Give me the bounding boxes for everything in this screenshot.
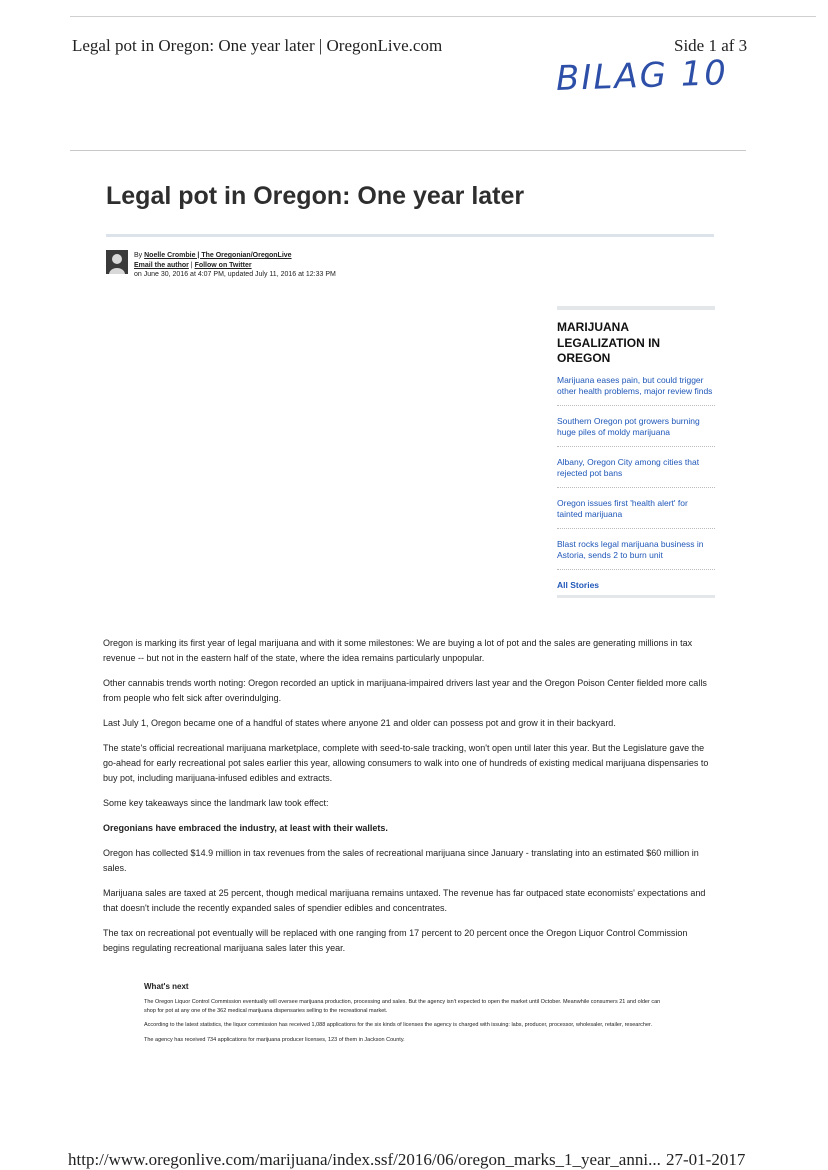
all-stories-link[interactable]: All Stories xyxy=(557,580,715,598)
author-avatar xyxy=(106,250,128,274)
scan-edge-line xyxy=(70,16,816,17)
body-paragraph: Oregon is marking its first year of legal marijuana and with it some milestones: We are buying a lot of pot and the sales are generating millions in tax revenue -- but not in the eastern half of the state, where the idea remains particularly unpopular. xyxy=(103,638,693,663)
whats-next-heading: What's next xyxy=(144,982,189,991)
body-paragraph: Oregon has collected $14.9 million in tax revenues from the sales of recreational marijuana since January - translating into an estimated $60 million in sales. xyxy=(103,848,699,873)
related-stories-sidebar xyxy=(557,306,715,598)
whats-next-box xyxy=(144,982,664,1050)
byline-prefix: By xyxy=(134,252,145,259)
print-header-title: Legal pot in Oregon: One year later | OregonLive.com xyxy=(72,36,443,55)
byline xyxy=(134,251,336,280)
dateline: on June 30, 2016 at 4:07 PM, updated July 11, 2016 at 12:33 PM xyxy=(134,271,336,278)
article-body xyxy=(103,636,713,966)
print-footer-url: http://www.oregonlive.com/marijuana/index.ssf/2016/06/oregon_marks_1_year_anni... xyxy=(68,1150,661,1169)
header-divider xyxy=(70,150,746,151)
body-paragraph: The tax on recreational pot eventually will be replaced with one ranging from 17 percent to 20 percent once the Oregon Liquor Control Commission begins regulating recreational marijuana sales later this year. xyxy=(103,928,688,953)
body-paragraph: The state's official recreational marijuana marketplace, complete with seed-to-sale tracking, won't open until later this year. But the Legislature gave the go-ahead for early recreational pot sales earlier this year, allowing consumers to walk into one of hundreds of existing medical marijuana dispensaries to buy pot, including marijuana-infused edibles and extracts. xyxy=(103,743,709,783)
print-footer-date: 27-01-2017 xyxy=(666,1150,746,1169)
body-paragraph: Marijuana sales are taxed at 25 percent, though medical marijuana remains untaxed. The revenue has far outpaced state economists' expectations and that doesn't include the recently expanded sales of spendier edibles and concentrates. xyxy=(103,888,706,913)
body-paragraph: Last July 1, Oregon became one of a handful of states where anyone 21 and older can possess pot and grow it in their backyard. xyxy=(103,718,616,728)
sidebar-story-link[interactable]: Marijuana eases pain, but could trigger other health problems, major review finds xyxy=(557,375,715,406)
sidebar-story-link[interactable]: Southern Oregon pot growers burning huge piles of moldy marijuana xyxy=(557,416,715,447)
sidebar-heading: MARIJUANA LEGALIZATION IN OREGON xyxy=(557,320,661,365)
whats-next-paragraph: The Oregon Liquor Control Commission eventually will oversee marijuana production, processing and sales. But the agency isn't expected to open the market until October. Meanwhile consumers 21 and older can shop for pot at any one of the 362 medical marijuana dispensaries selling to the recreational market. xyxy=(144,999,661,1014)
body-paragraph: Other cannabis trends worth noting: Oregon recorded an uptick in marijuana-impaired drivers last year and the Oregon Poison Center fielded more calls from people who felt sick after overindulging. xyxy=(103,678,707,703)
sidebar-top-bar xyxy=(557,306,715,310)
article-title: Legal pot in Oregon: One year later xyxy=(106,182,525,210)
byline-separator: | xyxy=(188,261,195,269)
whats-next-paragraph: According to the latest statistics, the liquor commission has received 1,088 applications for the six kinds of licenses the agency is charged with issuing: labs, producer, processor, wholesaler, retailer, researcher. xyxy=(144,1022,653,1028)
sidebar-story-link[interactable]: Oregon issues first 'health alert' for tainted marijuana xyxy=(557,498,715,529)
sidebar-story-link[interactable]: Blast rocks legal marijuana business in Astoria, sends 2 to burn unit xyxy=(557,539,715,570)
whats-next-paragraph: The agency has received 734 applications for marijuana producer licenses, 123 of them in Jackson County. xyxy=(144,1036,405,1043)
handwritten-stamp: BILAG 10 xyxy=(555,53,729,99)
body-subheading: Oregonians have embraced the industry, at least with their wallets. xyxy=(103,823,388,833)
title-underline-bar xyxy=(106,234,714,237)
print-page-number: Side 1 af 3 xyxy=(674,36,748,55)
follow-twitter-link[interactable]: Follow on Twitter xyxy=(194,261,252,269)
email-author-link[interactable]: Email the author xyxy=(134,261,189,269)
body-paragraph: Some key takeaways since the landmark law took effect: xyxy=(103,798,329,808)
sidebar-story-link[interactable]: Albany, Oregon City among cities that rejected pot bans xyxy=(557,457,715,488)
author-link[interactable]: Noelle Crombie | The Oregonian/OregonLive xyxy=(144,252,292,259)
